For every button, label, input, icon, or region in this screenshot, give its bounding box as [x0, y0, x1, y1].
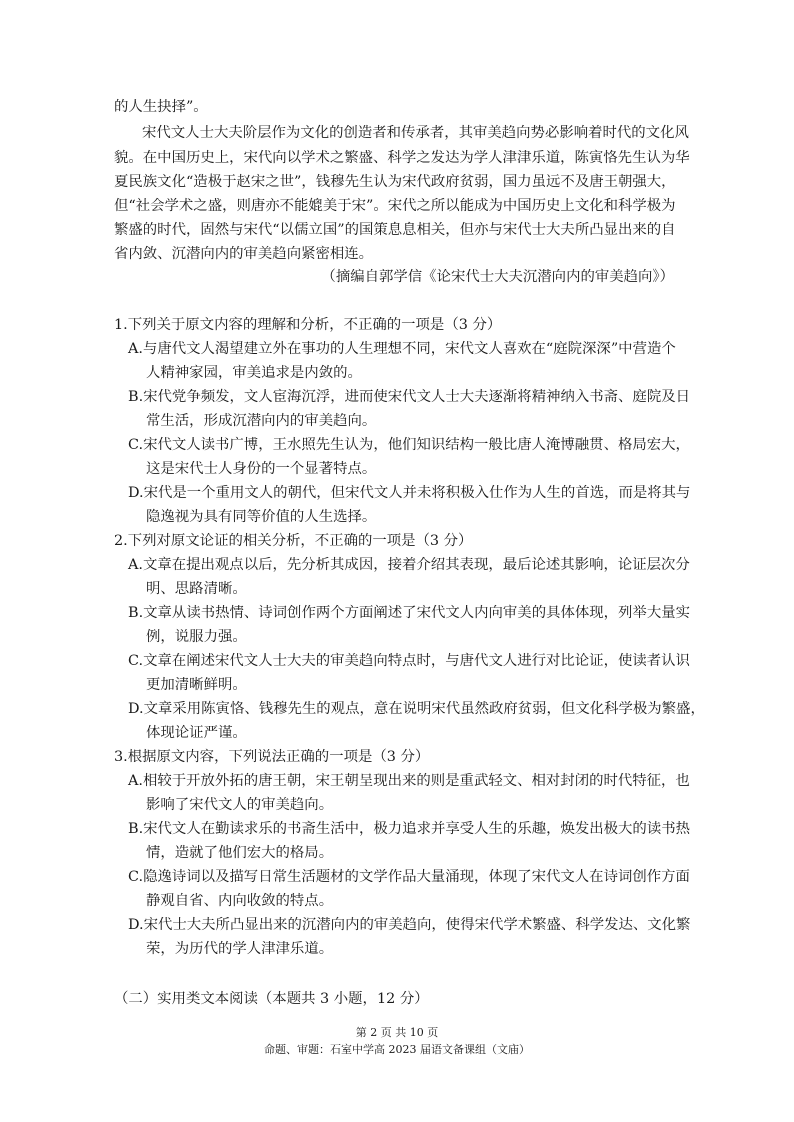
passage-lead-line: 的人生抉择”。 — [114, 99, 208, 115]
q1-option-c: C.宋代文人读书广博，王水照先生认为，他们知识结构一般比唐人淹博融贯、格局宏大， — [128, 437, 690, 453]
q1-option-b: B.宋代党争频发，文人宦海沉浮，进而使宋代文人士大夫逐渐将精神纳入书斋、庭院及日 — [128, 389, 690, 405]
q2-option-a-cont: 明、思路清晰。 — [146, 581, 247, 597]
footer-credit: 命题、审题：石室中学高 2023 届语文备课组（文庙） — [264, 1043, 530, 1056]
q3-option-a: A.相较于开放外拓的唐王朝，宋王朝呈现出来的则是重武轻文、相对封闭的时代特征，也 — [128, 773, 690, 789]
passage-source: （摘编自郭学信《论宋代士大夫沉潜向内的审美趋向》） — [321, 269, 674, 285]
question-2-stem: 2.下列对原文论证的相关分析，不正确的一项是（3 分） — [114, 533, 473, 549]
q2-option-a: A.文章在提出观点以后，先分析其成因，接着介绍其表现，最后论述其影响，论证层次分 — [128, 557, 690, 573]
passage-line: 宋代文人士大夫阶层作为文化的创造者和传承者，其审美趋向势必影响着时代的文化风 — [142, 125, 689, 141]
question-3-stem: 3.根据原文内容，下列说法正确的一项是（3 分） — [114, 749, 430, 765]
passage-line: 貌。在中国历史上，宋代向以学术之繁盛、科学之发达为学人津津乐道，陈寅恪先生认为华 — [114, 150, 690, 166]
q1-option-a-cont: 人精神家园，审美追求是内敛的。 — [146, 365, 362, 381]
section-heading: （二）实用类文本阅读（本题共 3 小题，12 分） — [114, 991, 429, 1007]
q2-option-b-cont: 例，说服力强。 — [146, 629, 247, 645]
q3-option-d-cont: 荣，为历代的学人津津乐道。 — [146, 941, 334, 957]
question-1-stem: 1.下列关于原文内容的理解和分析，不正确的一项是（3 分） — [114, 317, 502, 333]
passage-line: 省内敛、沉潜向内的审美趋向紧密相连。 — [114, 246, 374, 262]
q3-option-d: D.宋代士大夫所凸显出来的沉潜向内的审美趋向，使得宋代学术繁盛、科学发达、文化繁 — [128, 917, 691, 933]
q1-option-d: D.宋代是一个重用文人的朝代，但宋代文人并未将积极入仕作为人生的首选，而是将其与 — [128, 485, 691, 501]
q3-option-c-cont: 静观自省、内向收敛的特点。 — [146, 893, 334, 909]
q1-option-b-cont: 常生活，形成沉潜向内的审美趋向。 — [146, 413, 377, 429]
q3-option-b-cont: 情，造就了他们宏大的格局。 — [146, 845, 334, 861]
passage-line: 繁盛的时代，固然与宋代“以儒立国”的国策息息相关，但亦与宋代士大夫所凸显出来的自 — [114, 222, 676, 238]
q1-option-d-cont: 隐逸视为具有同等价值的人生选择。 — [146, 509, 377, 525]
passage-line: 但“社会学术之盛，则唐亦不能媲美于宋”。宋代之所以能成为中国历史上文化和科学极为 — [114, 198, 676, 214]
q2-option-c: C.文章在阐述宋代文人士大夫的审美趋向特点时，与唐代文人进行对比论证，使读者认识 — [128, 653, 690, 669]
q2-option-d: D.文章采用陈寅恪、钱穆先生的观点，意在说明宋代虽然政府贫弱，但文化科学极为繁盛， — [128, 701, 705, 717]
passage-line: 夏民族文化“造极于赵宋之世”，钱穆先生认为宋代政府贫弱，国力虽远不及唐王朝强大， — [114, 174, 676, 190]
page-number: 第 2 页 共 10 页 — [355, 1026, 439, 1039]
q2-option-c-cont: 更加清晰鲜明。 — [146, 677, 247, 693]
q3-option-c: C.隐逸诗词以及描写日常生活题材的文学作品大量涌现，体现了宋代文人在诗词创作方面 — [128, 869, 690, 885]
q3-option-a-cont: 影响了宋代文人的审美趋向。 — [146, 797, 334, 813]
q1-option-a: A.与唐代文人渴望建立外在事功的人生理想不同，宋代文人喜欢在“庭院深深”中营造个 — [128, 341, 676, 357]
q1-option-c-cont: 这是宋代士人身份的一个显著特点。 — [146, 461, 377, 477]
q3-option-b: B.宋代文人在勤读求乐的书斋生活中，极力追求并享受人生的乐趣，焕发出极大的读书热 — [128, 821, 690, 837]
q2-option-b: B.文章从读书热情、诗词创作两个方面阐述了宋代文人内向审美的具体体现，列举大量实 — [128, 605, 690, 621]
q2-option-d-cont: 体现论证严谨。 — [146, 725, 247, 741]
